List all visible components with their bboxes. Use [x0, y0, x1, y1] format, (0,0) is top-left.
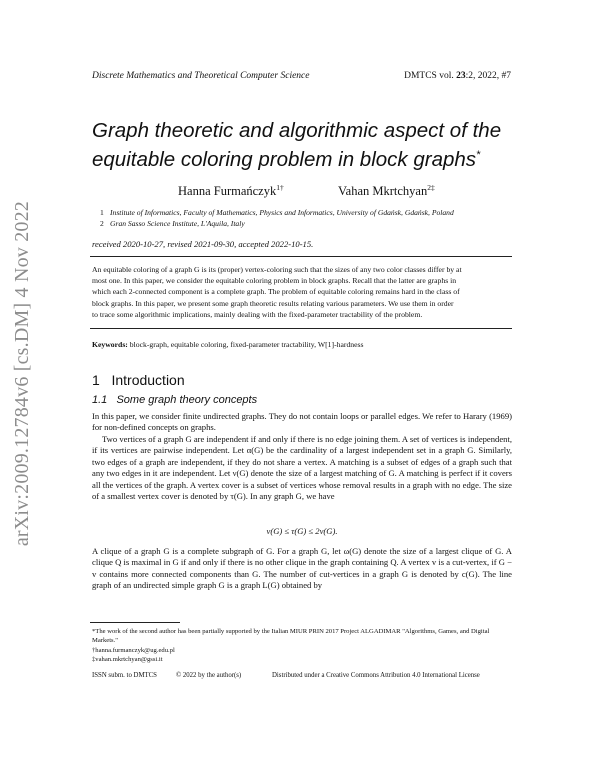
abstract-top-rule — [90, 256, 512, 257]
author-1-mark: 1† — [276, 183, 284, 192]
affiliation-1-number: 1 — [100, 208, 104, 217]
title-line-2: equitable coloring problem in block graphs — [92, 147, 477, 171]
abstract-line: to trace some algorithmic implications, mainly dealing with the fixed-parameter tractability of the problem. — [92, 309, 423, 319]
footnote-rule — [90, 622, 180, 623]
volume-number: 23 — [456, 71, 466, 81]
license: Distributed under a Creative Commons Attribution 4.0 International License — [272, 672, 480, 679]
abstract — [92, 264, 512, 320]
volume-info — [404, 71, 511, 81]
title-line-1: Graph theoretic and algorithmic aspect of the — [92, 119, 502, 142]
footnote-3: ‡vahan.mkrtchyan@gssi.it — [92, 656, 163, 663]
keywords-label: Keywords: — [92, 340, 128, 349]
paper-title — [92, 118, 522, 172]
footnote-1: *The work of the second author has been partially supported by the Italian MIUR PRIN 2017 Project ALGADIMAR "Algorithms, Games, and Digital Markets." — [92, 628, 490, 644]
affiliation-2 — [100, 219, 245, 228]
equation: ν(G) ≤ τ(G) ≤ 2ν(G). — [266, 526, 338, 536]
journal-name: Discrete Mathematics and Theoretical Computer Science — [92, 71, 310, 81]
keywords-list: block-graph, equitable coloring, fixed-parameter tractability, W[1]-hardness — [127, 340, 364, 349]
subsection-title: Some graph theory concepts — [116, 394, 258, 406]
abstract-line: which each 2-connected component is a complete graph. The problem of equitable coloring remains hard in the class of — [92, 287, 460, 297]
affiliation-1-text: Institute of Informatics, Faculty of Mathematics, Physics and Informatics, University of Gdańsk, Gdańsk, Poland — [110, 208, 454, 217]
arxiv-stamp — [2, 178, 42, 570]
section-title: Introduction — [111, 372, 185, 388]
affiliation-2-number: 2 — [100, 219, 104, 228]
section-heading — [92, 372, 185, 388]
affiliation-2-text: Gran Sasso Science Institute, L'Aquila, Italy — [110, 219, 245, 228]
paragraph-2: Two vertices of a graph G are independent if and only if there is no edge joining them. A set of vertices is independent, if its vertices are pairwise independent. Let α(G) be the cardinality of a largest independent set in a graph G. Similarly, two edges of a graph are independent, if they do not share a vertex. A matching is a subset of edges of a graph such that any two edges in it are independent. Let ν(G) denote the size of a largest matching of G. A matching is perfect if it covers all the vertices of the graph. A vertex cover is a subset of vertices whose removal results in a graph with no edge. The size of a smallest vertex cover is denoted by τ(G). In any graph G, we have — [92, 434, 512, 502]
footnote-2: †hanna.furmanczyk@ug.edu.pl — [92, 647, 175, 654]
affiliation-1 — [100, 208, 454, 217]
keywords — [92, 340, 512, 349]
author-1 — [178, 183, 284, 199]
subsection-number: 1.1 — [92, 394, 108, 406]
abstract-line: block graphs. In this paper, we present some graph theoretic results relating various parameters. We use them in order — [92, 298, 454, 308]
author-1-name: Hanna Furmańczyk — [178, 184, 277, 199]
abstract-bottom-rule — [90, 328, 512, 329]
section-number: 1 — [92, 372, 100, 388]
volume-rest: :2, 2022, #7 — [465, 71, 511, 81]
abstract-line: most one. In this paper, we consider the equitable coloring problem in block graphs. Recall that the latter are graphs in — [92, 276, 457, 286]
author-2-name: Vahan Mkrtchyan — [338, 184, 428, 199]
copyright: © 2022 by the author(s) — [176, 672, 242, 679]
paragraph-3: A clique of a graph G is a complete subgraph of G. For a graph G, let ω(G) denote the size of a largest clique of G. A clique Q is maximal in G if and only if there is no other clique in the graph containing Q. A vertex v is a cut-vertex, if G − v contains more connected components than G. The number of cut-vertices in a graph G is denoted by c(G). The line graph of an undirected simple graph G is a graph L(G) obtained by — [92, 546, 512, 591]
author-2-mark: 2‡ — [427, 183, 435, 192]
author-2 — [338, 183, 435, 199]
received-dates: received 2020-10-27, revised 2021-09-30, accepted 2022-10-15. — [92, 239, 314, 249]
volume-prefix: DMTCS vol. — [404, 71, 457, 81]
abstract-line: An equitable coloring of a graph G is its (proper) vertex-coloring such that the sizes of any two color classes differ by at — [92, 265, 462, 274]
subsection-heading — [92, 394, 257, 406]
paragraph-1: In this paper, we consider finite undirected graphs. They do not contain loops or parallel edges. We refer to Harary (1969) for non-defined concepts on graphs. — [92, 411, 512, 433]
arxiv-stamp-text: arXiv:2009.12784v6 [cs.DM] 4 Nov 2022 — [10, 201, 33, 547]
issn: ISSN subm. to DMTCS — [92, 672, 157, 679]
title-footnote-mark: * — [476, 149, 481, 161]
